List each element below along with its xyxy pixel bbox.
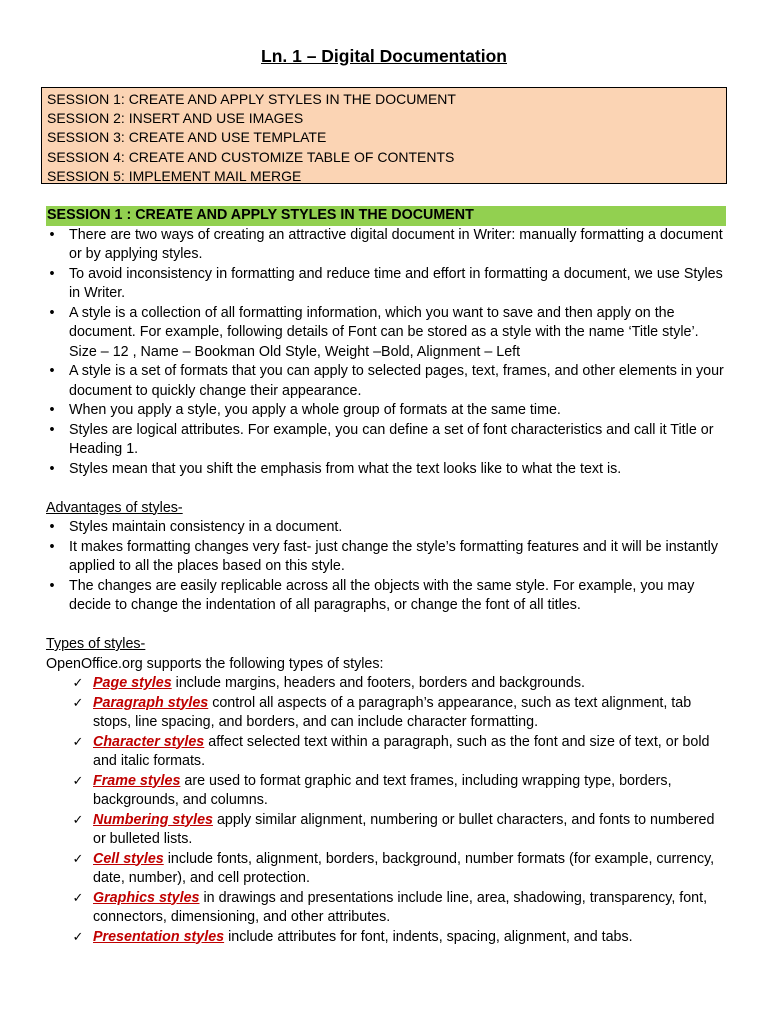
list-item: [46, 928, 726, 948]
bullet-icon: •: [49, 304, 55, 321]
spacer: [46, 616, 726, 636]
style-type-name: Graphics styles: [93, 889, 200, 906]
list-item: [46, 811, 726, 850]
list-item-text: Styles maintain consistency in a document.: [69, 519, 343, 535]
style-type-description: control all aspects of a paragraph’s appearance, such as text alignment, tab stops, line spacing, and borders, and can include character formatting.: [93, 694, 692, 730]
style-type-description: are used to format graphic and text frames, including wrapping type, borders, backgrounds, and columns.: [93, 772, 672, 808]
list-item: [46, 889, 726, 928]
style-type-name: Page styles: [93, 675, 172, 691]
list-item: [46, 421, 726, 460]
style-type-description: include margins, headers and footers, borders and backgrounds.: [171, 675, 585, 691]
style-types-list: [46, 674, 726, 947]
list-item-text: When you apply a style, you apply a whole group of formats at the same time.: [69, 402, 561, 418]
bullet-icon: •: [49, 577, 55, 594]
list-item: [46, 772, 726, 811]
session-list-box: [41, 87, 727, 184]
list-item: [46, 850, 726, 889]
list-item-text: Styles are logical attributes. For example, you can define a set of font characteristics and call it Title or Heading 1.: [69, 421, 714, 457]
section-heading: SESSION 1 : CREATE AND APPLY STYLES IN THE DOCUMENT: [46, 206, 726, 226]
checkmark-icon: ✓: [72, 851, 84, 867]
bullet-icon: •: [49, 421, 55, 438]
list-item: [46, 304, 726, 363]
checkmark-icon: ✓: [72, 734, 84, 750]
style-type-name: Frame styles: [93, 772, 181, 789]
list-item: [46, 577, 726, 616]
session1-bullet-list: [46, 226, 726, 480]
list-item: [46, 362, 726, 401]
list-item: [46, 460, 726, 480]
bullet-icon: •: [49, 363, 55, 379]
advantages-heading: Advantages of styles-: [46, 499, 183, 516]
list-item: [46, 538, 726, 577]
style-type-description: affect selected text within a paragraph, such as the font and size of text, or bold and italic formats.: [93, 733, 710, 769]
list-item-text: Styles mean that you shift the emphasis from what the text looks like to what the text is.: [69, 460, 622, 477]
list-item-text: The changes are easily replicable across all the objects with the same style. For example, you may decide to change the indentation of all paragraphs, or change the font of all titles.: [69, 577, 695, 613]
list-item: [46, 226, 726, 265]
bullet-icon: •: [49, 460, 55, 477]
advantages-bullet-list: [46, 518, 726, 616]
style-type-description: apply similar alignment, numbering or bullet characters, and fonts to numbered or bulleted lists.: [93, 811, 715, 847]
page-title: Ln. 1 – Digital Documentation: [261, 46, 507, 66]
bullet-icon: •: [49, 519, 55, 535]
types-intro: OpenOffice.org supports the following types of styles:: [46, 655, 384, 672]
list-item: [46, 265, 726, 304]
list-item: [46, 733, 726, 772]
checkmark-icon: ✓: [72, 812, 84, 828]
session-item: SESSION 5: IMPLEMENT MAIL MERGE: [47, 167, 302, 184]
style-type-name: Presentation styles: [93, 928, 225, 945]
document-body: [46, 206, 726, 947]
style-type-description: include fonts, alignment, borders, background, number formats (for example, currency, date, number), and cell protection.: [93, 850, 715, 886]
style-type-description: include attributes for font, indents, spacing, alignment, and tabs.: [224, 928, 633, 945]
list-item-text: There are two ways of creating an attractive digital document in Writer: manually formatting a document or by applying styles.: [69, 226, 723, 262]
spacer: [46, 479, 726, 499]
checkmark-icon: ✓: [72, 695, 84, 711]
types-heading: Types of styles-: [46, 636, 146, 652]
checkmark-icon: ✓: [72, 773, 84, 789]
checkmark-icon: ✓: [72, 890, 84, 906]
style-type-name: Cell styles: [93, 850, 164, 867]
style-type-description: in drawings and presentations include line, area, shadowing, transparency, font, connectors, dimensioning, and other attributes.: [93, 889, 708, 925]
bullet-icon: •: [49, 538, 55, 555]
bullet-icon: •: [49, 402, 55, 418]
list-item-text: A style is a collection of all formatting information, which you want to save and then apply on the document. For example, following details of Font can be stored as a style with the name ‘Title style’. Size – 12 , Name – Bookman Old Style, Weight –Bold, Alignment – Left: [69, 304, 699, 360]
style-type-name: Paragraph styles: [93, 694, 209, 711]
session-item: SESSION 4: CREATE AND CUSTOMIZE TABLE OF CONTENTS: [47, 148, 455, 165]
list-item-text: To avoid inconsistency in formatting and reduce time and effort in formatting a document, we use Styles in Writer.: [69, 265, 723, 301]
list-item-text: A style is a set of formats that you can apply to selected pages, text, frames, and other elements in your document to quickly change their appearance.: [69, 363, 724, 399]
list-item: [46, 694, 726, 733]
checkmark-icon: ✓: [72, 929, 84, 945]
list-item-text: It makes formatting changes very fast- just change the style’s formatting features and it will be instantly applied to all the places based on this style.: [69, 538, 718, 574]
session-item: SESSION 2: INSERT AND USE IMAGES: [47, 110, 304, 127]
style-type-name: Numbering styles: [93, 811, 213, 828]
checkmark-icon: ✓: [72, 676, 84, 691]
bullet-icon: •: [49, 226, 55, 243]
session-item: SESSION 3: CREATE AND USE TEMPLATE: [47, 129, 327, 146]
style-type-name: Character styles: [93, 733, 205, 750]
list-item: [46, 674, 726, 694]
list-item: [46, 518, 726, 538]
list-item: [46, 401, 726, 421]
bullet-icon: •: [49, 265, 55, 282]
session-item: SESSION 1: CREATE AND APPLY STYLES IN THE DOCUMENT: [47, 91, 456, 107]
